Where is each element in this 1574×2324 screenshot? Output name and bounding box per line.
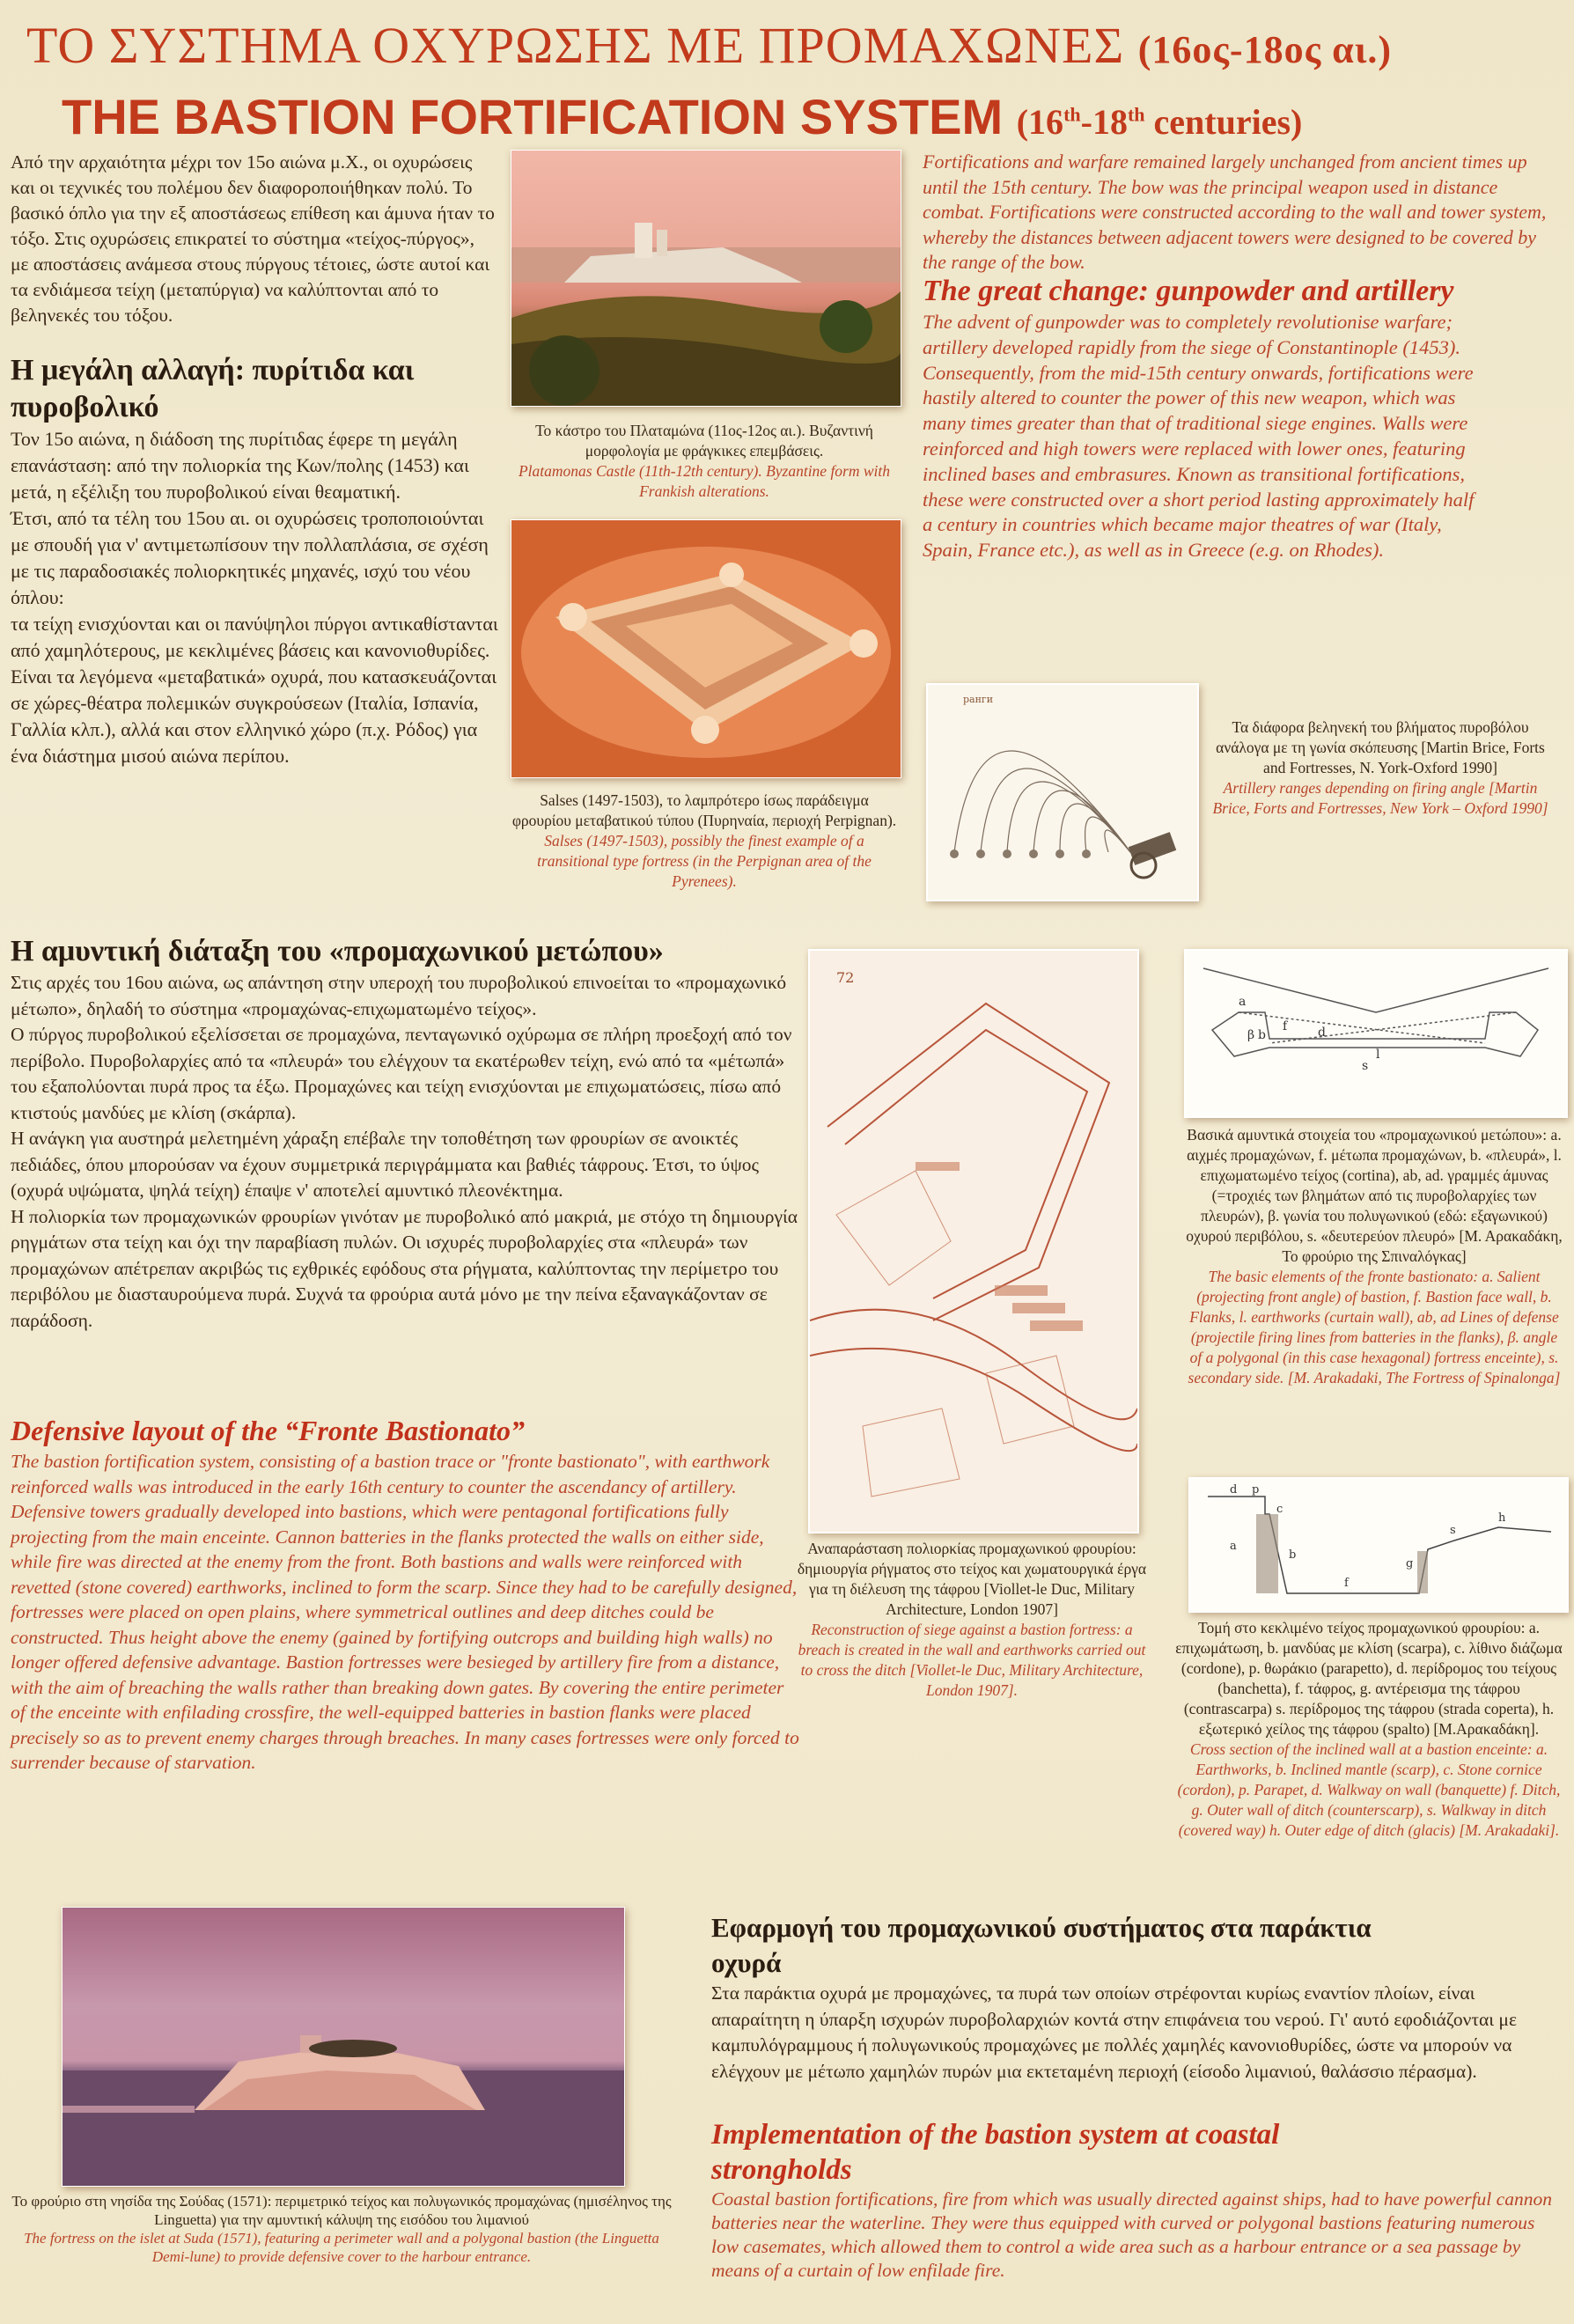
- change-greek-heading: Η μεγάλη αλλαγή: πυρίτιδα και πυροβολικό: [11, 354, 415, 423]
- svg-text:b: b: [1258, 1028, 1266, 1042]
- svg-text:d: d: [1230, 1483, 1238, 1497]
- title-greek-period: (16ος-18ος αι.): [1137, 28, 1392, 71]
- siege-caption: [792, 1539, 1151, 1701]
- defense-greek-p3: Η ανάγκη για αυστηρά μελετημένη χάραξη επέβαλε την τοποθέτηση των φρουρίων σε ανοικτές πεδιάδες, όπου μπορούσαν να έχουν συμμετρικά περιγράμματα και βαθιές τάφρους. Έτσι, το ύψος (οχυρά υψώματα, ψηλά τείχη) έπαψε ν' αποτελεί αμυντικό πλεονέκτημα.: [11, 1128, 760, 1201]
- svg-text:h: h: [1498, 1511, 1506, 1525]
- siege-plate-number: 72: [836, 969, 855, 986]
- salses-caption-gr: Salses (1497-1503), το λαμπρότερο ίσως παράδειγμα φρουρίου μεταβατικού τύπου (Πυρηναία, περιοχή Perpignan).: [511, 791, 897, 829]
- artillery-ranges-caption-gr: Τα διάφορα βεληνεκή του βλήματος πυροβόλου ανάλογα με τη γωνία σκόπευσης [Martin Brice, Forts and Fortresses, N. York-Oxford 1990]: [1216, 718, 1545, 776]
- platamonas-photo: [511, 150, 901, 407]
- defense-english-heading: Defensive layout of the “Fronte Bastionato”: [11, 1415, 525, 1446]
- svg-text:β: β: [1247, 1028, 1255, 1042]
- siege-caption-gr: Αναπαράσταση πολιορκίας προμαχωνικού φρουρίου: δημιουργία ρήγματος στο τείχος και χωματουργικά έργα για τη διέλευση της τάφρου [Viollet-le Duc, Military Architecture, London 1907]: [797, 1540, 1147, 1618]
- svg-text:c: c: [1276, 1503, 1283, 1516]
- coastal-greek-heading: Εφαρμογή του προμαχωνικού συστήματος στα παράκτια οχυρά: [711, 1912, 1372, 1978]
- svg-text:s: s: [1362, 1059, 1369, 1073]
- defense-greek-p1: Στις αρχές του 16ου αιώνα, ως απάντηση στην υπεροχή του πυροβολικού επινοείται το «προμαχωνικό μέτωπο», δηλαδή το σύστημα «προμαχώνας-επιχωματωμένο τείχος».: [11, 972, 787, 1019]
- platamonas-caption-gr: Το κάστρο του Πλαταμώνα (11ος-12ος αι.). Βυζαντινή μορφολογία με φράγκικες επεμβάσεις.: [535, 422, 873, 460]
- souda-caption: [7, 2192, 676, 2266]
- change-english: [923, 273, 1565, 563]
- change-english-text: The advent of gunpowder was to completely revolutionise warfare; artillery developed rapidly from the siege of Constantinople (1453). Consequently, from the mid-15th century onwards, fortifications were hastily altered to counter the power of this new weapon, which was many times greater than that of traditional siege engines. Walls were reinforced and high towers were replaced with lower ones, featuring inclined bases and embrasures. Known as transitional fortifications, these were constructed over a short period lasting approximately half a century in countries which became major theatres of war (Italy, Spain, France etc.), as well as in Greece (e.g. on Rhodes).: [923, 311, 1475, 562]
- artillery-ranges-caption: [1206, 717, 1555, 819]
- intro-english: [923, 150, 1556, 276]
- svg-text:g: g: [1406, 1557, 1414, 1570]
- intro-greek-text: Από την αρχαιότητα μέχρι τον 15ο αιώνα μ.Χ., οι οχυρώσεις και οι τεχνικές του πολέμου δεν διαφοροποιήθηκαν πολύ. Το βασικό όπλο για την εξ αποστάσεως επίθεση και άμυνα ήταν το τόξο. Στις οχυρώσεις επικρατεί το σύστημα «τείχος-πύργος», με αποστάσεις ανάμεσα στους πύργους τέτοιες, ώστε αυτοί και τα ενδιάμεσα τείχη (μεταπύργια) να καλύπτονται από το βεληνεκές του τόξου.: [11, 151, 495, 326]
- bastion-elements-diagram: [1184, 949, 1568, 1118]
- wall-section-diagram: [1188, 1477, 1569, 1613]
- wall-section-caption: [1175, 1618, 1563, 1841]
- souda-caption-gr: Το φρούριο στη νησίδα της Σούδας (1571): περιμετρικό τείχος και πολυγωνικός προμαχώνας (ημισέληνος της Linguetta) για την αμυντική κάλυψη της εισόδου του λιμανιού: [11, 2193, 672, 2228]
- coastal-english: [711, 2117, 1556, 2283]
- change-greek-p1: Τον 15ο αιώνα, η διάδοση της πυρίτιδας έφερε τη μεγάλη επανάσταση: από την πολιορκία της Κων/πολης (1453) και μετά, η εξέλιξη του πυροβολικού είναι θεαματική.: [11, 428, 469, 503]
- coastal-greek-text: Στα παράκτια οχυρά με προμαχώνες, τα πυρά των οποίων στρέφονται κυρίως εναντίον πλοίων, είναι απαραίτητη η ύπαρξη ισχυρών πυροβολαρχιών κοντά στην επιφάνεια του νερού. Γι' αυτό εφοδιάζονται με καμπυλόγραμμους ή πολυγωνικούς προμαχώνες με πολλές χαμηλές κανονιοθυρίδες, ώστε να μπορούν να ελέγχουν με μέτωπο χαμηλών πυρών μια εκτεταμένη περιοχή (είσοδο λιμανιού, θαλάσσιο πέρασμα).: [711, 1982, 1517, 2082]
- salses-photo: [511, 519, 901, 778]
- salses-caption-en: Salses (1497-1503), possibly the finest example of a transitional type fortress (in the Perpignan area of the Pyrenees).: [537, 832, 872, 890]
- title-english-text: THE BASTION FORTIFICATION SYSTEM: [62, 89, 1004, 144]
- bastion-elements-caption: [1184, 1125, 1564, 1388]
- bastion-elements-caption-gr: Βασικά αμυντικά στοιχεία του «προμαχωνικού μετώπου»: a. αιχμές προμαχώνων, f. μέτωπα προμαχώνων, b. «πλευρά», l. επιχωματωμένο τείχος (cortina), ab, ad. γραμμές άμυνας (=τροχιές των βλημάτων από τις πυροβολαρχίες των πλευρών), β. γωνία του πολυγωνικού (εδώ: εξαγωνικού) οχυρού περιβόλου, s. «δευτερεύον πλευρό» [Μ. Αρακαδάκη, Το φρούριο της Σπιναλόγκας]: [1186, 1126, 1563, 1265]
- svg-text:s: s: [1450, 1524, 1456, 1537]
- salses-caption: [511, 791, 898, 892]
- coastal-english-heading: Implementation of the bastion system at coastal strongholds: [711, 2119, 1280, 2186]
- wall-section-caption-gr: Τομή στο κεκλιμένο τείχος προμαχωνικού φρουρίου: a. επιχωμάτωση, b. μανδύας με κλίση (scarpa), c. λίθινο διάζωμα (cordone), p. θωράκιο (parapetto), d. περίδρομος του τείχους (banchetta), f. τάφρος, g. αντέρεισμα της τάφρου (contrascarpa) s. περίδρομος της τάφρου (strada coperta), h. εξωτερικό χείλος της τάφρου (spalto) [Μ.Αρακαδάκη].: [1175, 1619, 1563, 1738]
- platamonas-caption: [511, 421, 898, 502]
- title-greek-text: ΤΟ ΣΥΣΤΗΜΑ ΟΧΥΡΩΣΗΣ ΜΕ ΠΡΟΜΑΧΩΝΕΣ: [26, 17, 1125, 74]
- coastal-greek: [711, 1910, 1556, 2085]
- svg-text:f: f: [1344, 1577, 1349, 1590]
- title-greek: [26, 16, 1558, 75]
- intro-english-text: Fortifications and warfare remained largely unchanged from ancient times up until the 15th century. The bow was the principal weapon used in distance combat. Fortifications were constructed according to the wall and tower system, whereby the distances between adjacent towers were designed to be covered by the range of the bow.: [923, 151, 1547, 273]
- defense-english-text: The bastion fortification system, consisting of a bastion trace or "fronte bastionato", with earthwork reinforced walls was introduced in the early 16th century to counter the ascendancy of artillery. Defensive towers gradually developed into bastions, which were pentagonal fortifications fully projecting from the main enceinte. Cannon batteries in the flanks protected the walls on either side, while fire was directed at the enemy from the front. Both bastions and walls were reinforced with revetted (stone covered) earthworks, inclined to form the scarp. Since they had to be carefully designed, fortresses were placed on open plains, where symmetrical outlines and deep ditches could be constructed. Thus height above the enemy (gained by fortifying outcrops and building high walls) no longer offered defensive advantage. Bastion fortresses were besieged by artillery fire from a distance, with the aim of breaching the walls rather than breaking down gates. By covering the entire perimeter of the enceinte with enfilading crossfire, the well-equipped batteries in bastion flanks were placed precisely so as to prevent enemy charges through breaches. In many cases fortresses were only forced to surrender because of starvation.: [11, 1451, 799, 1773]
- svg-text:d: d: [1318, 1026, 1326, 1040]
- ranges-diagram-note: ранги: [963, 694, 994, 705]
- defense-greek: [11, 933, 803, 1334]
- change-english-heading: The great change: gunpowder and artillery: [923, 275, 1454, 307]
- title-english: [62, 88, 1558, 145]
- artillery-ranges-caption-en: Artillery ranges depending on firing angle [Martin Brice, Forts and Fortresses, New York – Oxford 1990]: [1212, 779, 1548, 817]
- defense-greek-heading: Η αμυντική διάταξη του «προμαχωνικού μετώπου»: [11, 935, 664, 967]
- svg-text:b: b: [1289, 1548, 1297, 1562]
- svg-text:p: p: [1252, 1483, 1260, 1497]
- siege-caption-en: Reconstruction of siege against a bastion fortress: a breach is created in the wall and earthworks carried out to cross the ditch [Viollet-le Duc, Military Architecture, London 1907].: [798, 1621, 1146, 1699]
- artillery-ranges-diagram: [926, 683, 1199, 901]
- svg-text:a: a: [1230, 1540, 1237, 1553]
- siege-engraving: [808, 949, 1139, 1533]
- souda-photo: [62, 1907, 625, 2187]
- change-greek-p3: τα τείχη ενισχύονται και οι πανύψηλοι πύργοι αντικαθίστανται από χαμηλότερους, με κεκλιμένες βάσεις και κανονιοθυρίδες. Είναι τα λεγόμενα «μεταβατικά» οχυρά, που κατασκευάζονται σε χώρες-θέατρα πολεμικών συγκρούσεων (Ιταλία, Ισπανία, Γαλλία κλπ.), αλλά και στον ελληνικό χώρο (π.χ. Ρόδος) για ένα διάστημα μισού αιώνα περίπου.: [11, 613, 498, 767]
- bastion-elements-caption-en: The basic elements of the fronte bastionato: a. Salient (projecting front angle) of bastion, f. Bastion face wall, b. Flanks, l. earthworks (curtain wall), ab, ad Lines of defense (projectile firing lines from batteries in the flanks), β. angle of a polygonal (in this case hexagonal) fortress enceinte), s. secondary side. [M. Arakadaki, The Fortress of Spinalonga]: [1188, 1268, 1561, 1386]
- wall-section-caption-en: Cross section of the inclined wall at a bastion enceinte: a. Earthworks, b. Inclined mantle (scarp), c. Stone cornice (cordon), p. Parapet, d. Walkway on wall (banquette) f. Ditch, g. Outer wall of ditch (counterscarp), s. Walkway in ditch (covered way) h. Outer edge of ditch (glacis) [M. Arakadaki].: [1177, 1740, 1561, 1839]
- svg-text:l: l: [1376, 1048, 1380, 1062]
- svg-text:a: a: [1239, 995, 1247, 1009]
- platamonas-caption-en: Platamonas Castle (11th-12th century). Byzantine form with Frankish alterations.: [518, 462, 891, 500]
- svg-text:f: f: [1283, 1019, 1288, 1033]
- change-greek-p2: Έτσι, από τα τέλη του 15ου αι. οι οχυρώσεις τροποποιούνται με σπουδή για ν' αντιμετωπίσουν την πολλαπλάσια, σε σχέση με τις παραδοσιακές πολιορκητικές μηχανές, ισχύ του νέου όπλου:: [11, 507, 489, 608]
- title-english-period: (16th-18th centuries): [1016, 102, 1303, 142]
- intro-greek: [11, 150, 495, 328]
- change-greek: [11, 352, 504, 769]
- defense-english: [11, 1412, 803, 1776]
- coastal-english-text: Coastal bastion fortifications, fire from which was usually directed against ships, had to have powerful cannon batteries near the waterline. They were thus equipped with curved or polygonal bastions featuring numerous low casemates, which allowed them to control a wide area such as a harbour entrance or a sea passage by means of a curtain of low enfilade fire.: [711, 2188, 1552, 2281]
- defense-greek-p4: Η πολιορκία των προμαχωνικών φρουρίων γινόταν με πυροβολικό από μακριά, με στόχο τη δημιουργία ρηγμάτων στα τείχη και όχι την παραβίαση πυλών. Οι ισχυρές πυροβολαρχίες στα «πλευρά» των προμαχώνων απέτρεπαν ακριβώς τις εχθρικές εφόδους στα ρήγματα, καλύπτοντας την περίμετρο του περιβόλου με διασταυρούμενα πυρά. Συχνά τα φρούρια αυτά μόνο με την πείνα εξαναγκάζονταν σε παράδοση.: [11, 1205, 798, 1331]
- souda-caption-en: The fortress on the islet at Suda (1571), featuring a perimeter wall and a polygonal bastion (the Linguetta Demi-lune) to provide defensive cover to the harbour entrance.: [24, 2230, 659, 2265]
- defense-greek-p2: Ο πύργος πυροβολικού εξελίσσεται σε προμαχώνα, πενταγωνικό οχύρωμα σε πλήρη προεξοχή από τον περίβολο. Πυροβολαρχίες από τα «πλευρά» του ελέγχουν τα εκατέρωθεν τείχη, ενώ από τα «μέτωπά» του εξαπολύονται πυρά προς τα έξω. Προμαχώνες και τείχη ενισχύονται με επιχωματώσεις, πίσω από κτιστούς μανδύες με κλίση (σκάρπα).: [11, 1024, 792, 1123]
